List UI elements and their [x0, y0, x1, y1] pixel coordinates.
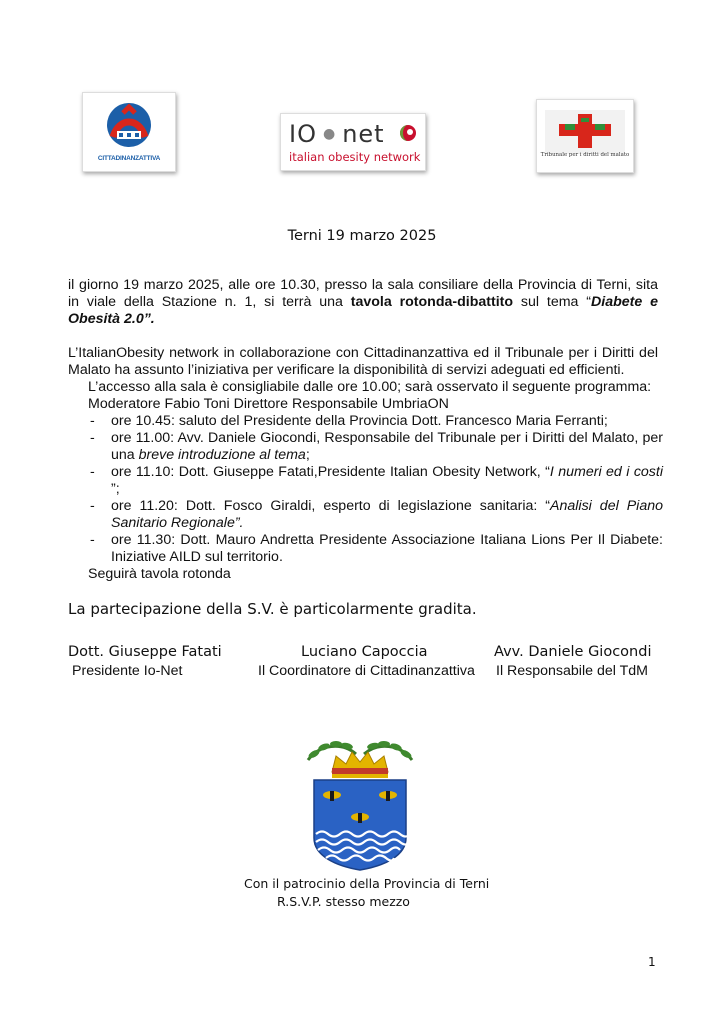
intro-paragraph	[68, 277, 658, 328]
program-item: - ore 10.45: saluto del Presidente della Provincia Dott. Francesco Maria Ferranti;	[90, 413, 608, 429]
intro-topic: Diabete e Obesità 2.0”.	[68, 294, 658, 327]
tdm-logo	[536, 99, 634, 173]
signature-role: Il Coordinatore di Cittadinanzattiva	[258, 663, 475, 679]
participation-line: La partecipazione della S.V. è particolarmente gradita.	[68, 600, 477, 618]
provincia-terni-crest-icon	[300, 738, 420, 873]
tdm-caption: Tribunale per i diritti del malato	[540, 152, 630, 158]
collab-paragraph: L’ItalianObesity network in collaborazione con Cittadinanzattiva ed il Tribunale per i Diritti del Malato ha assunto l’iniziativa per verificare la disponibilità di servizi adeguati ed efficienti.	[68, 345, 658, 378]
signature-role: Il Responsabile del TdM	[496, 663, 648, 679]
intro-bold: tavola rotonda-dibattito	[350, 294, 514, 310]
signature-role: Presidente Io-Net	[72, 663, 183, 679]
signature-name: Dott. Giuseppe Fatati	[68, 644, 222, 660]
closing-program-line: Seguirà tavola rotonda	[88, 566, 231, 582]
page-number: 1	[648, 955, 656, 969]
rsvp-line: R.S.V.P. stesso mezzo	[277, 894, 410, 909]
patronage-line: Con il patrocinio della Provincia di Terni	[244, 876, 490, 891]
program-item: - ore 11.00: Avv. Daniele Giocondi, Responsabile del Tribunale per i Diritti del Malato, per una breve introduzione al tema;	[90, 430, 663, 463]
moderator-line: Moderatore Fabio Toni Direttore Responsabile UmbriaON	[88, 396, 449, 412]
program-item: - ore 11.20: Dott. Fosco Giraldi, esperto di legislazione sanitaria: “Analisi del Piano Sanitario Regionale”.	[90, 498, 663, 531]
intro-text-2: sul tema “	[513, 294, 592, 310]
program-block	[88, 379, 663, 583]
tdm-cross-icon	[545, 110, 625, 154]
program-item: - ore 11.10: Dott. Giuseppe Fatati,Presidente Italian Obesity Network, “I numeri ed i costi ”;	[90, 464, 663, 497]
intro-text-1: il giorno 19 marzo 2025, alle ore 10.30, presso la sala consiliare della Provincia di Terni, sita in viale della Stazione n. 1, si terrà una	[68, 277, 658, 310]
signature-name: Luciano Capoccia	[301, 644, 428, 660]
date-line: Terni 19 marzo 2025	[287, 228, 437, 244]
signature-name: Avv. Daniele Giocondi	[494, 644, 652, 660]
io-net-brand-io: IO	[289, 120, 317, 148]
access-line: L’accesso alla sala è consigliabile dalle ore 10.00; sarà osservato il seguente programma:	[88, 379, 652, 395]
program-item: - ore 11.30: Dott. Mauro Andretta Presidente Associazione Italiana Lions Per Il Diabete: Iniziative AILD sul territorio.	[90, 532, 663, 565]
io-net-brand-net: net	[342, 120, 385, 148]
io-net-mark-icon	[399, 124, 417, 142]
io-net-subtitle: italian obesity network	[289, 150, 421, 164]
io-net-logo	[280, 113, 426, 171]
cittadinanzattiva-logo	[82, 92, 176, 172]
cittadinanzattiva-caption: CITTADINANZATTIVA	[97, 155, 161, 162]
io-net-dot: ●	[322, 126, 337, 142]
